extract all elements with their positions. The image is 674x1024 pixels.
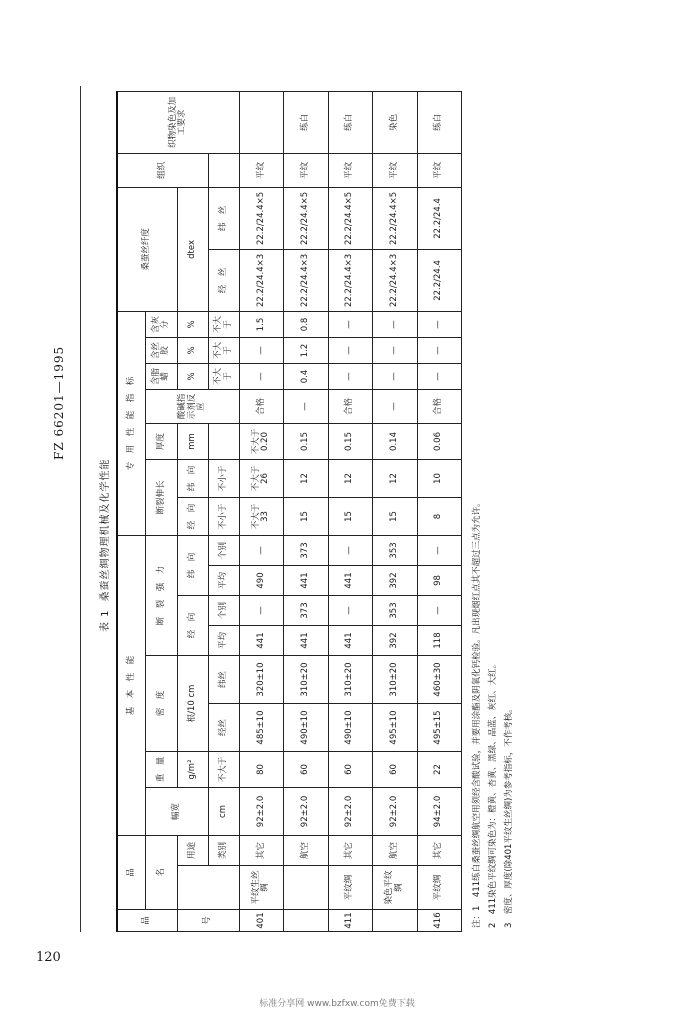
hdr-warp-silk: 经 丝 <box>208 249 239 311</box>
cell-weft-avg: 490 <box>239 565 283 595</box>
cell-weave: 平纹 <box>417 153 461 187</box>
cell-usage: 航空 <box>284 835 328 865</box>
cell-fat: — <box>328 363 372 389</box>
cell-dye: 染色 <box>373 91 417 153</box>
cell-elong-weft: 12 <box>328 459 372 497</box>
hdr-thick-unit: mm <box>177 423 208 459</box>
cell-warp-density: 495±15 <box>417 703 461 751</box>
cell-width: 92±2.0 <box>284 787 328 835</box>
hdr-name: 名 <box>146 835 177 909</box>
cell-sericin: — <box>417 337 461 363</box>
table-label: 表 1 <box>100 609 111 632</box>
cell-thickness: 0.15 <box>284 423 328 459</box>
cell-width: 92±2.0 <box>239 787 283 835</box>
cell-alkali: 合格 <box>239 389 283 423</box>
cell-thickness: 0.06 <box>417 423 461 459</box>
cell-elong-warp: 不大于33 <box>239 497 283 535</box>
hdr-avg-2: 平均 <box>208 565 239 595</box>
hdr-indiv-1: 个别 <box>208 595 239 625</box>
hdr-break: 断 裂 强 力 <box>146 535 177 655</box>
cell-ash: — <box>417 311 461 337</box>
cell-seq: 411 <box>328 910 372 932</box>
hdr-density: 密 度 <box>146 655 177 751</box>
hdr-product: 品 <box>117 835 146 909</box>
hdr-width-unit: cm <box>208 787 239 835</box>
cell-sericin: — <box>239 337 283 363</box>
cell-warp-silk: 22.2/24.4×3 <box>239 249 283 311</box>
cell-name: 平纹生丝绸 <box>239 866 283 910</box>
hdr-ash-unit: % <box>177 311 208 337</box>
cell-weight: 60 <box>328 751 372 787</box>
table-note-3: 3 密度、厚度(除401平纹生丝绸)为参考指标，不作考核。 <box>504 704 514 928</box>
cell-warp-ind: — <box>328 595 372 625</box>
cell-fat: 0.4 <box>284 363 328 389</box>
hdr-weft-silk: 纬 丝 <box>208 187 239 249</box>
cell-name <box>284 866 328 910</box>
hdr-notmore-2: 不大于 <box>208 337 239 363</box>
cell-warp-ind: 373 <box>284 595 328 625</box>
cell-warp-silk: 22.2/24.4 <box>417 249 461 311</box>
cell-name: 染色平纹绸 <box>373 866 417 910</box>
cell-weft-ind: 373 <box>284 535 328 565</box>
table-row <box>417 91 461 931</box>
cell-alkali: 合格 <box>328 389 372 423</box>
watermark: 标准分享网 www.bzfxw.com免费下载 <box>259 999 415 1009</box>
page-number: 120 <box>36 950 61 965</box>
hdr-weft-dir2: 纬 向 <box>177 459 208 497</box>
cell-elong-warp: 15 <box>373 497 417 535</box>
hdr-thick-empty <box>208 423 239 459</box>
rotated-table-block <box>88 92 518 932</box>
hdr-name-sub <box>177 866 239 910</box>
hdr-special-perf: 专 用 性 能 指 标 <box>117 311 146 535</box>
table-row <box>284 91 328 931</box>
cell-weft-avg: 392 <box>373 565 417 595</box>
cell-sericin: 1.2 <box>284 337 328 363</box>
hdr-weight-unit: g/m² <box>177 751 208 787</box>
cell-elong-weft: 10 <box>417 459 461 497</box>
cell-weft-density: 320±10 <box>239 655 283 703</box>
cell-weight: 60 <box>284 751 328 787</box>
hdr-avg-1: 平均 <box>208 625 239 655</box>
cell-elong-weft: 12 <box>284 459 328 497</box>
cell-weft-silk: 22.2/24.4×5 <box>328 187 372 249</box>
cell-name: 平纹绸 <box>328 866 372 910</box>
hdr-basic-perf: 基 本 性 能 <box>117 535 146 835</box>
cell-dye <box>239 91 283 153</box>
cell-weft-ind: — <box>417 535 461 565</box>
hdr-notmore-1: 不大于 <box>208 363 239 389</box>
cell-dye: 练白 <box>417 91 461 153</box>
hdr-weight: 重 量 <box>146 751 177 787</box>
cell-warp-avg: 441 <box>239 625 283 655</box>
hdr-warp-dir2: 经 向 <box>177 497 208 535</box>
cell-warp-density: 490±10 <box>328 703 372 751</box>
cell-elong-warp: 8 <box>417 497 461 535</box>
cell-warp-density: 495±10 <box>373 703 417 751</box>
cell-weight: 22 <box>417 751 461 787</box>
cell-ash: — <box>373 311 417 337</box>
table-row <box>239 91 283 931</box>
cell-name: 平纹绸 <box>417 866 461 910</box>
hdr-yarn-unit: dtex <box>177 187 208 311</box>
cell-warp-silk: 22.2/24.4×3 <box>373 249 417 311</box>
cell-width: 92±2.0 <box>373 787 417 835</box>
table-note-1: 注：1 411练白桑蚕丝绸航空用须经含酸试验，并要用涂酯及阴氧化钙检验。凡出现烟红点其不超过三点为允许。 <box>472 498 482 928</box>
hdr-category: 类别 <box>208 835 239 865</box>
cell-weave: 平纹 <box>284 153 328 187</box>
hdr-fat-unit: % <box>177 363 208 389</box>
cell-weave: 平纹 <box>239 153 283 187</box>
hdr-seq: 号 <box>177 910 239 932</box>
hdr-notless-2: 不小于 <box>208 459 239 497</box>
cell-weave: 平纹 <box>373 153 417 187</box>
cell-ash: 0.8 <box>284 311 328 337</box>
cell-elong-warp: 15 <box>284 497 328 535</box>
hdr-usage: 用途 <box>177 835 208 865</box>
hdr-indiv-2: 个别 <box>208 535 239 565</box>
cell-usage: 其它 <box>328 835 372 865</box>
cell-seq: 416 <box>417 910 461 932</box>
margin-rule <box>80 86 81 932</box>
hdr-sericin: 含丝胶 <box>146 337 177 363</box>
cell-elong-warp: 15 <box>328 497 372 535</box>
cell-ash: — <box>328 311 372 337</box>
cell-usage: 航空 <box>373 835 417 865</box>
hdr-alkali: 酸碱指示剂反应 <box>146 389 239 423</box>
hdr-weave: 组织 <box>117 153 208 187</box>
hdr-sericin-unit: % <box>177 337 208 363</box>
hdr-fat: 含脂蜡 <box>146 363 177 389</box>
cell-seq <box>284 910 328 932</box>
cell-seq <box>373 910 417 932</box>
cell-warp-avg: 441 <box>328 625 372 655</box>
cell-dye: 练白 <box>328 91 372 153</box>
document-code: FZ 66201—1995 <box>52 345 66 460</box>
cell-warp-silk: 22.2/24.4×3 <box>328 249 372 311</box>
cell-warp-density: 485±10 <box>239 703 283 751</box>
cell-elong-weft: 12 <box>373 459 417 497</box>
hdr-ash: 含灰分 <box>146 311 177 337</box>
cell-alkali: — <box>284 389 328 423</box>
cell-weft-avg: 441 <box>284 565 328 595</box>
cell-thickness: 0.15 <box>328 423 372 459</box>
cell-elong-weft: 不大于26 <box>239 459 283 497</box>
properties-table <box>116 91 462 932</box>
cell-weft-silk: 22.2/24.4×5 <box>239 187 283 249</box>
cell-weight: 80 <box>239 751 283 787</box>
cell-fat: — <box>239 363 283 389</box>
cell-weft-ind: 353 <box>373 535 417 565</box>
cell-width: 92±2.0 <box>328 787 372 835</box>
table-note-2: 2 411染色平纹绸可染色为：橙黄、杏黄、黑绿、品蓝、灰红、大红。 <box>488 659 498 928</box>
cell-weft-density: 310±20 <box>373 655 417 703</box>
cell-weft-ind: — <box>328 535 372 565</box>
cell-weft-density: 310±20 <box>284 655 328 703</box>
hdr-notmore-3: 不大于 <box>208 311 239 337</box>
cell-weft-density: 460±30 <box>417 655 461 703</box>
cell-warp-avg: 441 <box>284 625 328 655</box>
cell-thickness: 不大于0.20 <box>239 423 283 459</box>
hdr-weft-yarn: 纬丝 <box>208 655 239 703</box>
cell-fat: — <box>373 363 417 389</box>
cell-warp-ind: — <box>239 595 283 625</box>
hdr-yarn-spec: 桑蚕丝纤度 <box>117 187 177 311</box>
cell-weft-ind: — <box>239 535 283 565</box>
cell-weft-avg: 98 <box>417 565 461 595</box>
table-title-text: 桑蚕丝绸物理机械及化学性能 <box>100 458 111 602</box>
table-title <box>96 458 111 632</box>
cell-weft-silk: 22.2/24.4×5 <box>284 187 328 249</box>
cell-warp-silk: 22.2/24.4×3 <box>284 249 328 311</box>
cell-alkali: — <box>373 389 417 423</box>
hdr-notless-1: 不小于 <box>208 497 239 535</box>
hdr-weave-empty <box>208 153 239 187</box>
hdr-elongation: 断裂伸长 <box>146 459 177 535</box>
hdr-not-less: 不大于 <box>208 751 239 787</box>
cell-sericin: — <box>328 337 372 363</box>
cell-weave: 平纹 <box>328 153 372 187</box>
table-row <box>328 91 372 931</box>
cell-dye: 练白 <box>284 91 328 153</box>
hdr-density-unit: 根/10 cm <box>177 655 208 751</box>
cell-width: 94±2.0 <box>417 787 461 835</box>
cell-seq: 401 <box>239 910 283 932</box>
cell-weft-silk: 22.2/24.4×5 <box>373 187 417 249</box>
cell-alkali: 合格 <box>417 389 461 423</box>
cell-thickness: 0.14 <box>373 423 417 459</box>
cell-warp-ind: — <box>417 595 461 625</box>
cell-weft-density: 310±20 <box>328 655 372 703</box>
cell-warp-density: 490±10 <box>284 703 328 751</box>
cell-warp-avg: 118 <box>417 625 461 655</box>
cell-weft-silk: 22.2/24.4 <box>417 187 461 249</box>
cell-usage: 其它 <box>239 835 283 865</box>
cell-fat: — <box>417 363 461 389</box>
hdr-dye-req: 织物染色及加工要求 <box>117 91 239 153</box>
hdr-seq-top: 品 <box>117 910 177 932</box>
hdr-warp-yarn: 经丝 <box>208 703 239 751</box>
cell-ash: 1.5 <box>239 311 283 337</box>
hdr-thickness: 厚度 <box>146 423 177 459</box>
cell-warp-ind: 353 <box>373 595 417 625</box>
cell-sericin: — <box>373 337 417 363</box>
cell-weight: 60 <box>373 751 417 787</box>
cell-warp-avg: 392 <box>373 625 417 655</box>
hdr-width: 幅宽 <box>146 787 208 835</box>
cell-weft-avg: 441 <box>328 565 372 595</box>
cell-usage: 其它 <box>417 835 461 865</box>
hdr-weft-dir: 纬 向 <box>177 535 208 595</box>
hdr-warp-dir: 经 向 <box>177 595 208 655</box>
table-row <box>373 91 417 931</box>
